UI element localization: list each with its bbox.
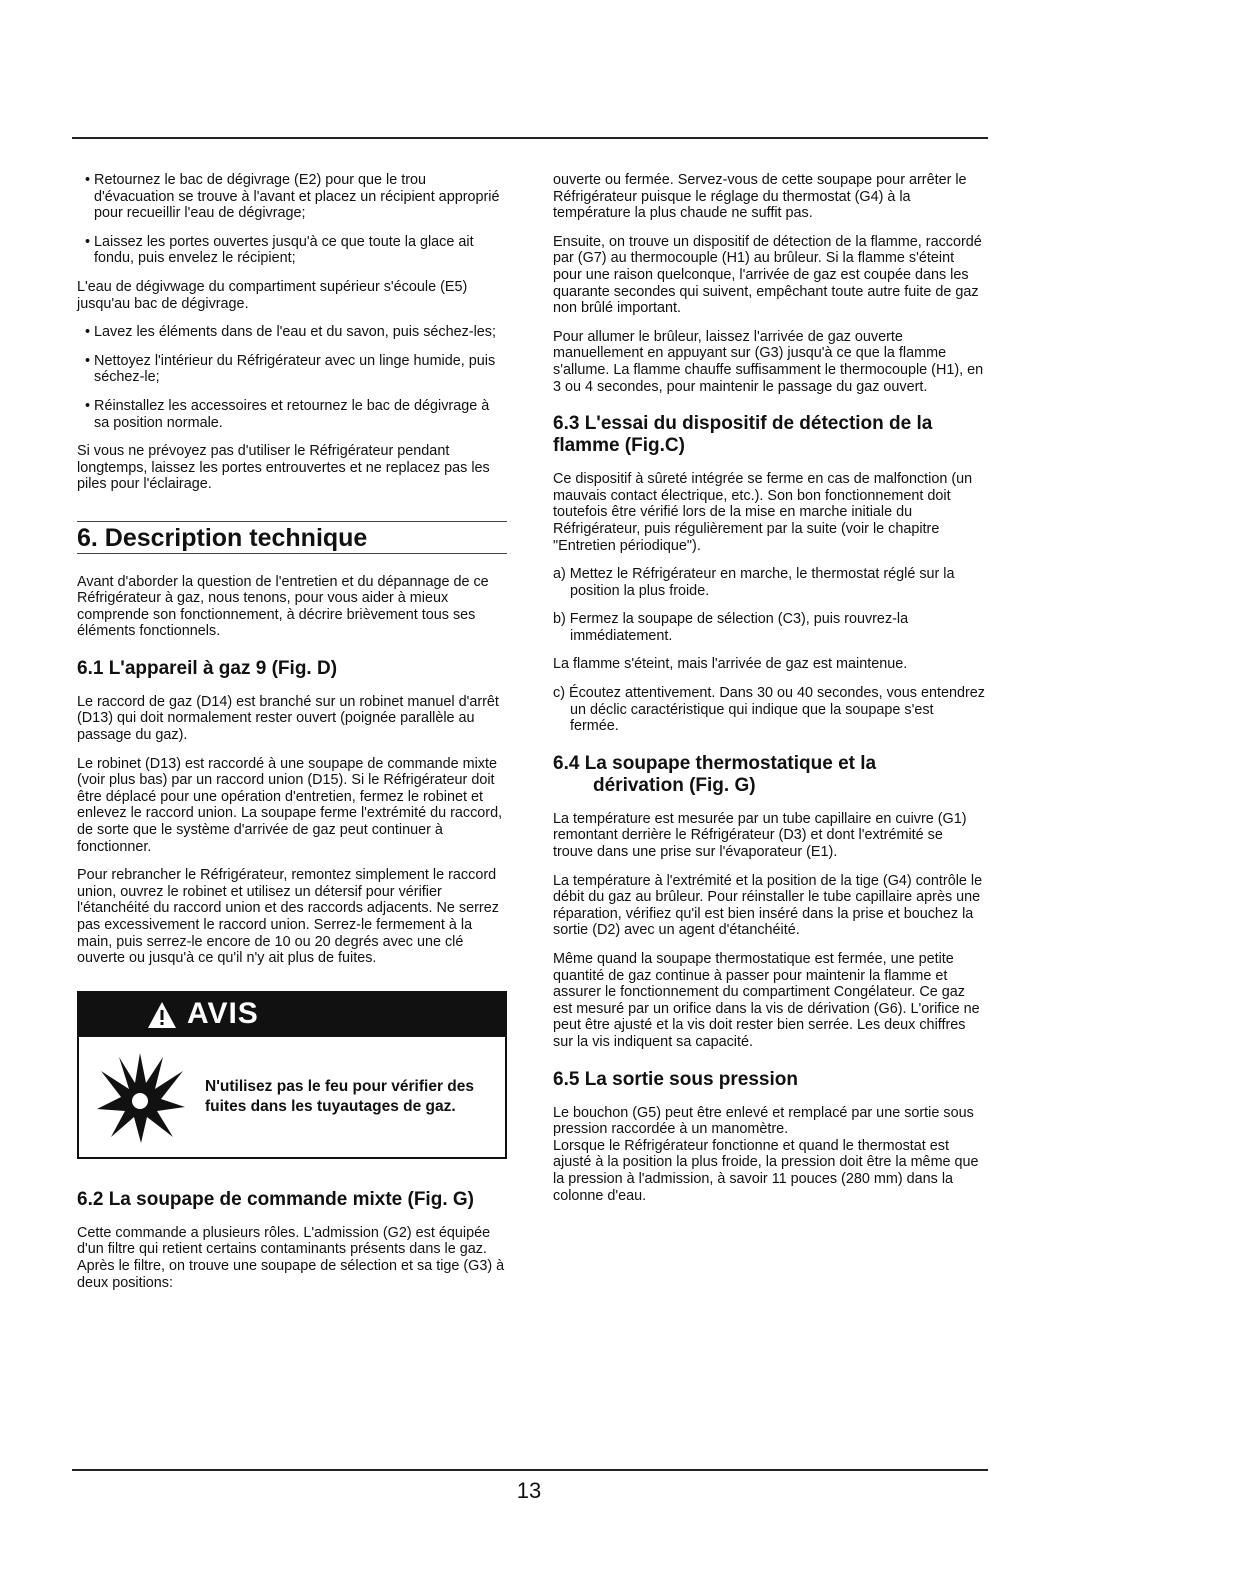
page-number: 13 (516, 1478, 542, 1503)
paragraph: Pour rebrancher le Réfrigérateur, remontez simplement le raccord union, ouvrez le robinet et utilisez un détersif pour vérifier l'étanchéité du raccord union et des raccords adjacents. Ne serrez pas excessivement le raccord union. Serrez-le fermement à la main, puis serrez-le encore de 10 ou 20 degrés avec une clé ouverte ou jusqu'à ce qu'il n'y ait plus de fuites. (77, 867, 499, 967)
subsection-title: 6.1 L'appareil à gaz 9 (Fig. D) (77, 657, 338, 679)
paragraph: La température à l'extrémité et la position de la tige (G4) contrôle le débit du gaz au brûleur. Pour réinstaller le tube capillaire après une réparation, vérifiez qu'il est bien inséré dans la prise et bouchez la sortie (D2) avec un agent d'étanchéité. (553, 872, 983, 939)
list-item: • Réinstallez les accessoires et retournez le bac de dégivrage à sa position normale. (77, 398, 507, 431)
paragraph: Même quand la soupape thermostatique est fermée, une petite quantité de gaz continue à passer pour maintenir la flamme et assurer le fonctionnement du compartiment Congélateur. Ce gaz est mesuré par un orifice dans la vis de dérivation (G6). L'orifice ne peut être ajusté et la vis doit rester bien serrée. Les deux chiffres sur la vis indiquent sa capacité. (553, 951, 980, 1050)
section-title: 6. Description technique (77, 521, 507, 554)
paragraph: Si vous ne prévoyez pas d'utiliser le Réfrigérateur pendant longtemps, laissez les portes entrouvertes et ne replacez pas les piles pour l'éclairage. (77, 443, 490, 493)
paragraph: La température est mesurée par un tube capillaire en cuivre (G1) remontant derrière le Réfrigérateur (D3) et dont l'extrémité se trouve dans une prise sur l'évaporateur (E1). (553, 810, 967, 861)
list-item: • Retournez le bac de dégivrage (E2) pour que le trou d'évacuation se trouve à l'avant et placez un récipient approprié pour recueillir l'eau de dégivrage; (77, 172, 507, 222)
list-item: a) Mettez le Réfrigérateur en marche, le thermostat réglé sur la position la plus froide. (553, 566, 955, 599)
left-column (77, 172, 507, 1303)
warning-text: N'utilisez pas le feu pour vérifier des fuites dans les tuyautages de gaz. (205, 1077, 474, 1115)
warning-body (79, 1037, 505, 1157)
right-column (553, 172, 985, 1216)
subsection-title: 6.5 La sortie sous pression (553, 1068, 798, 1090)
subsection-title: 6.2 La soupape de commande mixte (Fig. G) (77, 1188, 474, 1210)
list-item: • Lavez les éléments dans de l'eau et du savon, puis séchez-les; (77, 324, 507, 341)
explosion-icon (93, 1049, 187, 1145)
paragraph: Le raccord de gaz (D14) est branché sur un robinet manuel d'arrêt (D13) qui doit normalement rester ouvert (poignée parallèle au passage du gaz). (77, 693, 499, 744)
list-item: b) Fermez la soupape de sélection (C3), puis rouvrez-la immédiatement. (553, 611, 909, 644)
warning-triangle-icon (147, 1001, 177, 1029)
subsection-title (553, 753, 985, 797)
list-item: c) Écoutez attentivement. Dans 30 ou 40 secondes, vous entendrez un déclic caractéristique qui indique que la soupape s'est fermée. (553, 685, 985, 735)
paragraph: Le bouchon (G5) peut être enlevé et remplacé par une sortie sous pression raccordée à un manomètre. (553, 1104, 974, 1138)
paragraph: Ce dispositif à sûreté intégrée se ferme en cas de malfonction (un mauvais contact électrique, etc.). Son bon fonctionnement doit toutefois être vérifié lors de la mise en marche initiale du Réfrigérateur, puis régulièrement par la suite (voir le chapitre "Entretien périodique"). (553, 471, 973, 554)
paragraph: Ensuite, on trouve un dispositif de détection de la flamme, raccordé par (G7) au thermocouple (H1) au brûleur. Si la flamme s'éteint pour une raison quelconque, l'arrivée de gaz est coupée dans les quarante secondes qui suivent, empêchant toute autre fuite de gaz non brûlé important. (553, 233, 982, 317)
header-rule (72, 137, 988, 139)
paragraph: Pour allumer le brûleur, laissez l'arrivée de gaz ouverte manuellement en appuyant sur (G3) jusqu'à ce que la flamme s'allume. La flamme chauffe suffisamment le thermocouple (H1), en 3 ou 4 secondes, pour maintenir le passage du gaz ouvert. (553, 328, 984, 395)
paragraph: Le robinet (D13) est raccordé à une soupape de commande mixte (voir plus bas) par un raccord union (D15). Si le Réfrigérateur doit être déplacé pour une opération d'entretien, fermez le robinet et enlevez le raccord union. La soupape ferme l'extrémité du raccord, de sorte que le système d'arrivée de gaz peut continuer à fonctionner. (77, 755, 503, 855)
warning-box (77, 991, 507, 1159)
paragraph: L'eau de dégivwage du compartiment supérieur s'écoule (E5) jusqu'au bac de dégivrage. (77, 278, 468, 312)
paragraph: La flamme s'éteint, mais l'arrivée de gaz est maintenue. (553, 656, 908, 673)
paragraph: Lorsque le Réfrigérateur fonctionne et quand le thermostat est ajusté à la position la plus froide, la pression doit être la même que la pression à l'admission, à savoir 11 pouces (280 mm) dans la colonne d'eau. (553, 1137, 979, 1204)
footer-rule (72, 1469, 988, 1471)
paragraph: Cette commande a plusieurs rôles. L'admission (G2) est équipée d'un filtre qui retient certains contaminants présents dans le gaz. Après le filtre, on trouve une soupape de sélection et sa tige (G3) à deux positions: (77, 1224, 505, 1291)
subsection-title: 6.3 L'essai du dispositif de détection de la flamme (Fig.C) (553, 413, 933, 457)
subsection-title-line: 6.4 La soupape thermostatique et la (553, 752, 877, 774)
warning-header (79, 993, 505, 1037)
list-item: • Nettoyez l'intérieur du Réfrigérateur avec un linge humide, puis séchez-le; (77, 353, 507, 386)
paragraph: ouverte ou fermée. Servez-vous de cette soupape pour arrêter le Réfrigérateur puisque le réglage du thermostat (G4) à la température la plus chaude ne suffit pas. (553, 172, 967, 222)
warning-label: AVIS (187, 997, 259, 1031)
list-item: • Laissez les portes ouvertes jusqu'à ce que toute la glace ait fondu, puis envelez le récipient; (77, 234, 507, 267)
paragraph: Avant d'aborder la question de l'entretien et du dépannage de ce Réfrigérateur à gaz, nous tenons, pour vous aider à mieux comprende son fonctionnement, à décrire brièvement tous ses éléments fonctionnels. (77, 573, 489, 640)
subsection-title-line: dérivation (Fig. G) (593, 774, 756, 796)
